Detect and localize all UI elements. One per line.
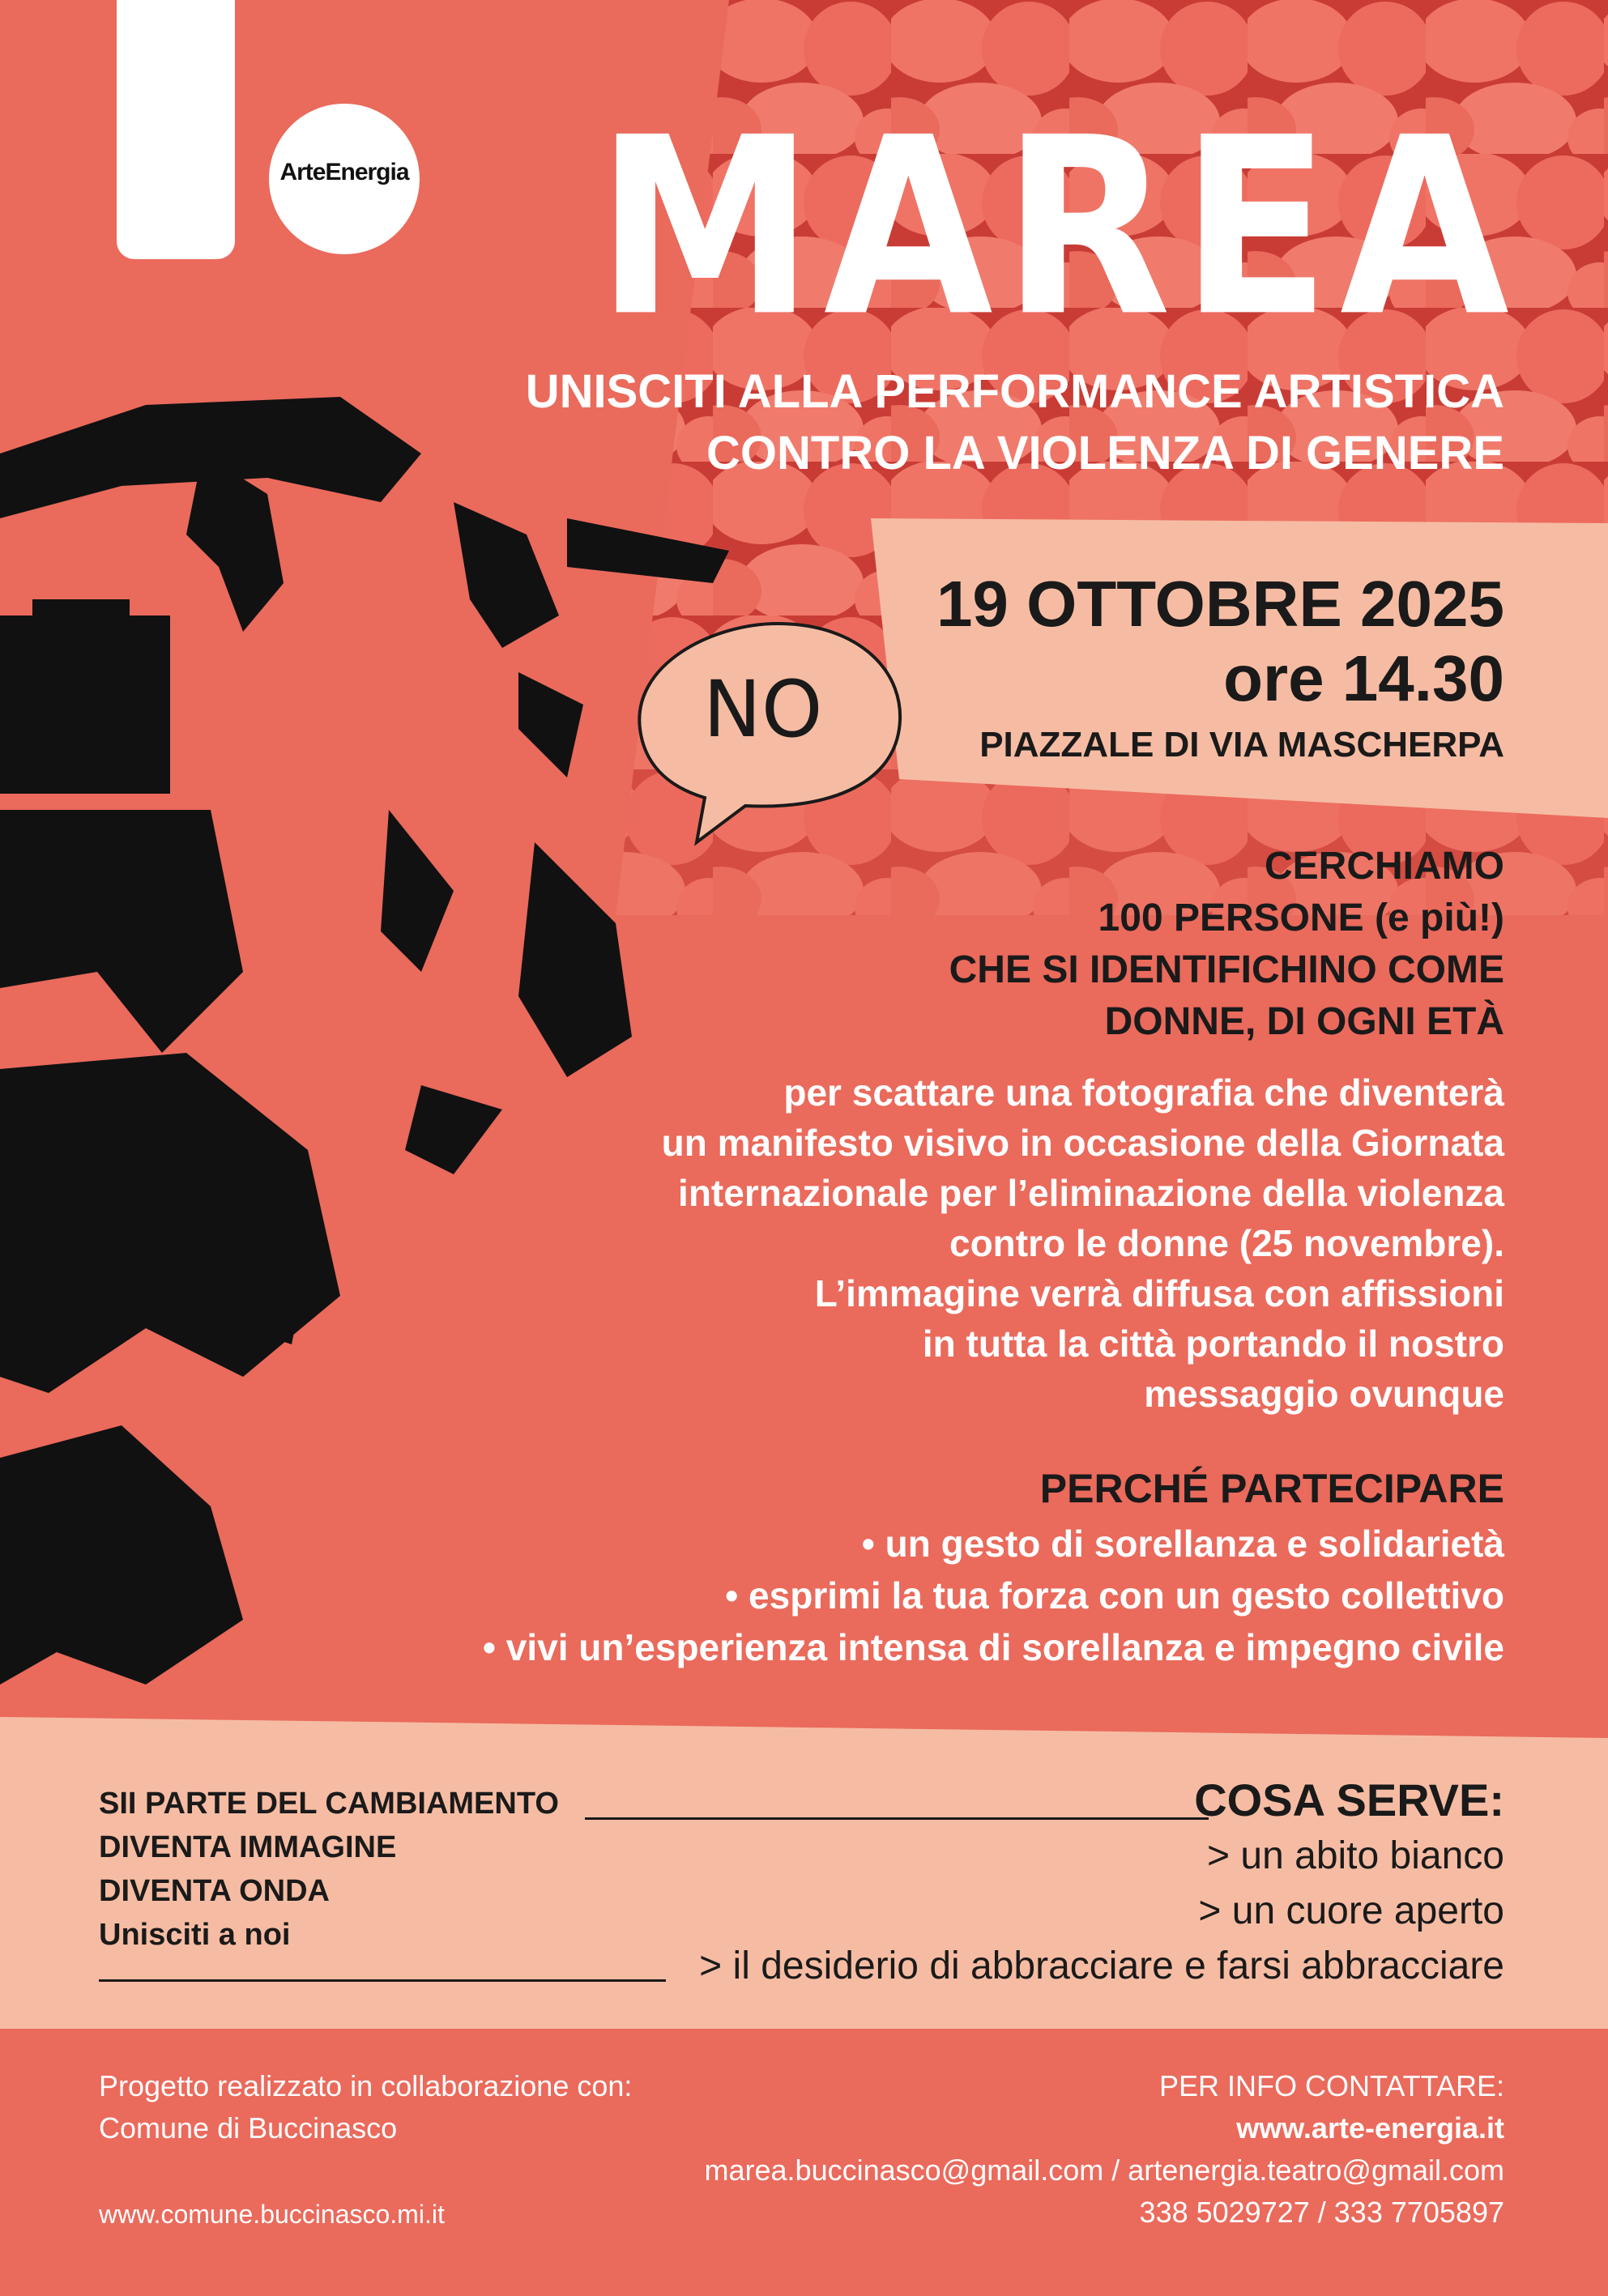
seeking-line: DONNE, DI OGNI ETÀ [1104,1000,1504,1043]
footer-collaboration [99,2065,632,2149]
cta-block [99,1782,559,1957]
why-item: • vivi un’esperienza intensa di sorellanza e impegno civile [482,1626,1504,1668]
description-line: per scattare una fotografia che diventerà [783,1071,1504,1114]
seeking-line: CERCHIAMO [1265,845,1504,888]
why-heading: PERCHÉ PARTECIPARE [1039,1466,1504,1511]
cta-line: SII PARTE DEL CAMBIAMENTO [99,1787,559,1821]
description-line: internazionale per l’eliminazione della violenza [678,1172,1504,1214]
subtitle-line: UNISCITI ALLA PERFORMANCE ARTISTICA [525,365,1504,418]
why-item: • un gesto di sorellanza e solidarietà [861,1523,1504,1565]
seeking-line: CHE SI IDENTIFICHINO COME [949,948,1504,991]
why-item: • esprimi la tua forza con un gesto collettivo [725,1574,1504,1617]
contact-label: PER INFO CONTATTARE: [1158,2069,1504,2102]
cta-line: Unisciti a noi [99,1918,291,1952]
needs-list [699,1829,1504,1994]
event-details [936,567,1504,769]
subtitle-line: CONTRO LA VIOLENZA DI GENERE [706,427,1504,479]
cta-line: DIVENTA IMMAGINE [99,1830,397,1864]
phone-numbers: 338 5029727 / 333 7705897 [1139,2196,1504,2229]
speech-bubble-text: NO [703,664,823,755]
description-line: messaggio ovunque [1144,1373,1504,1415]
cta-line: DIVENTA ONDA [99,1874,330,1908]
municipality-logo-tab [117,0,235,259]
collab-label: Progetto realizzato in collaborazione con: [99,2069,633,2102]
description-line: in tutta la città portando il nostro [922,1323,1504,1365]
event-time: ore 14.30 [1223,642,1504,714]
seeking-line: 100 PERSONE (e più!) [1098,897,1504,939]
divider-line [99,1979,666,1982]
description-line: un manifesto visivo in occasione della Giornata [661,1122,1504,1164]
event-date: 19 OTTOBRE 2025 [936,568,1504,640]
partner-logo-text: ArteEnergia [279,159,409,185]
description-line: contro le donne (25 novembre). [949,1222,1504,1264]
seeking-block [949,841,1504,1048]
why-list [483,1518,1504,1673]
description-line: L’immagine verrà diffusa con affissioni [814,1272,1504,1314]
subtitle [526,361,1504,484]
website-link[interactable]: www.arte-energia.it [1236,2111,1504,2145]
description-block [662,1067,1504,1419]
event-place: PIAZZALE DI VIA MASCHERPA [979,725,1504,765]
municipality-url-link[interactable]: www.comune.buccinasco.mi.it [99,2200,445,2229]
needs-item: > un cuore aperto [1198,1889,1504,1932]
needs-item: > il desiderio di abbracciare e farsi abbracciare [699,1945,1504,1987]
collab-name: Comune di Buccinasco [99,2111,398,2145]
footer-contacts [705,2065,1505,2234]
divider-line [585,1817,1209,1820]
needs-heading: COSA SERVE: [1194,1774,1504,1825]
email-links[interactable]: marea.buccinasco@gmail.com / artenergia.teatro@gmail.com [704,2153,1504,2187]
needs-item: > un abito bianco [1207,1834,1504,1877]
poster-title: MAREA [596,84,1519,371]
